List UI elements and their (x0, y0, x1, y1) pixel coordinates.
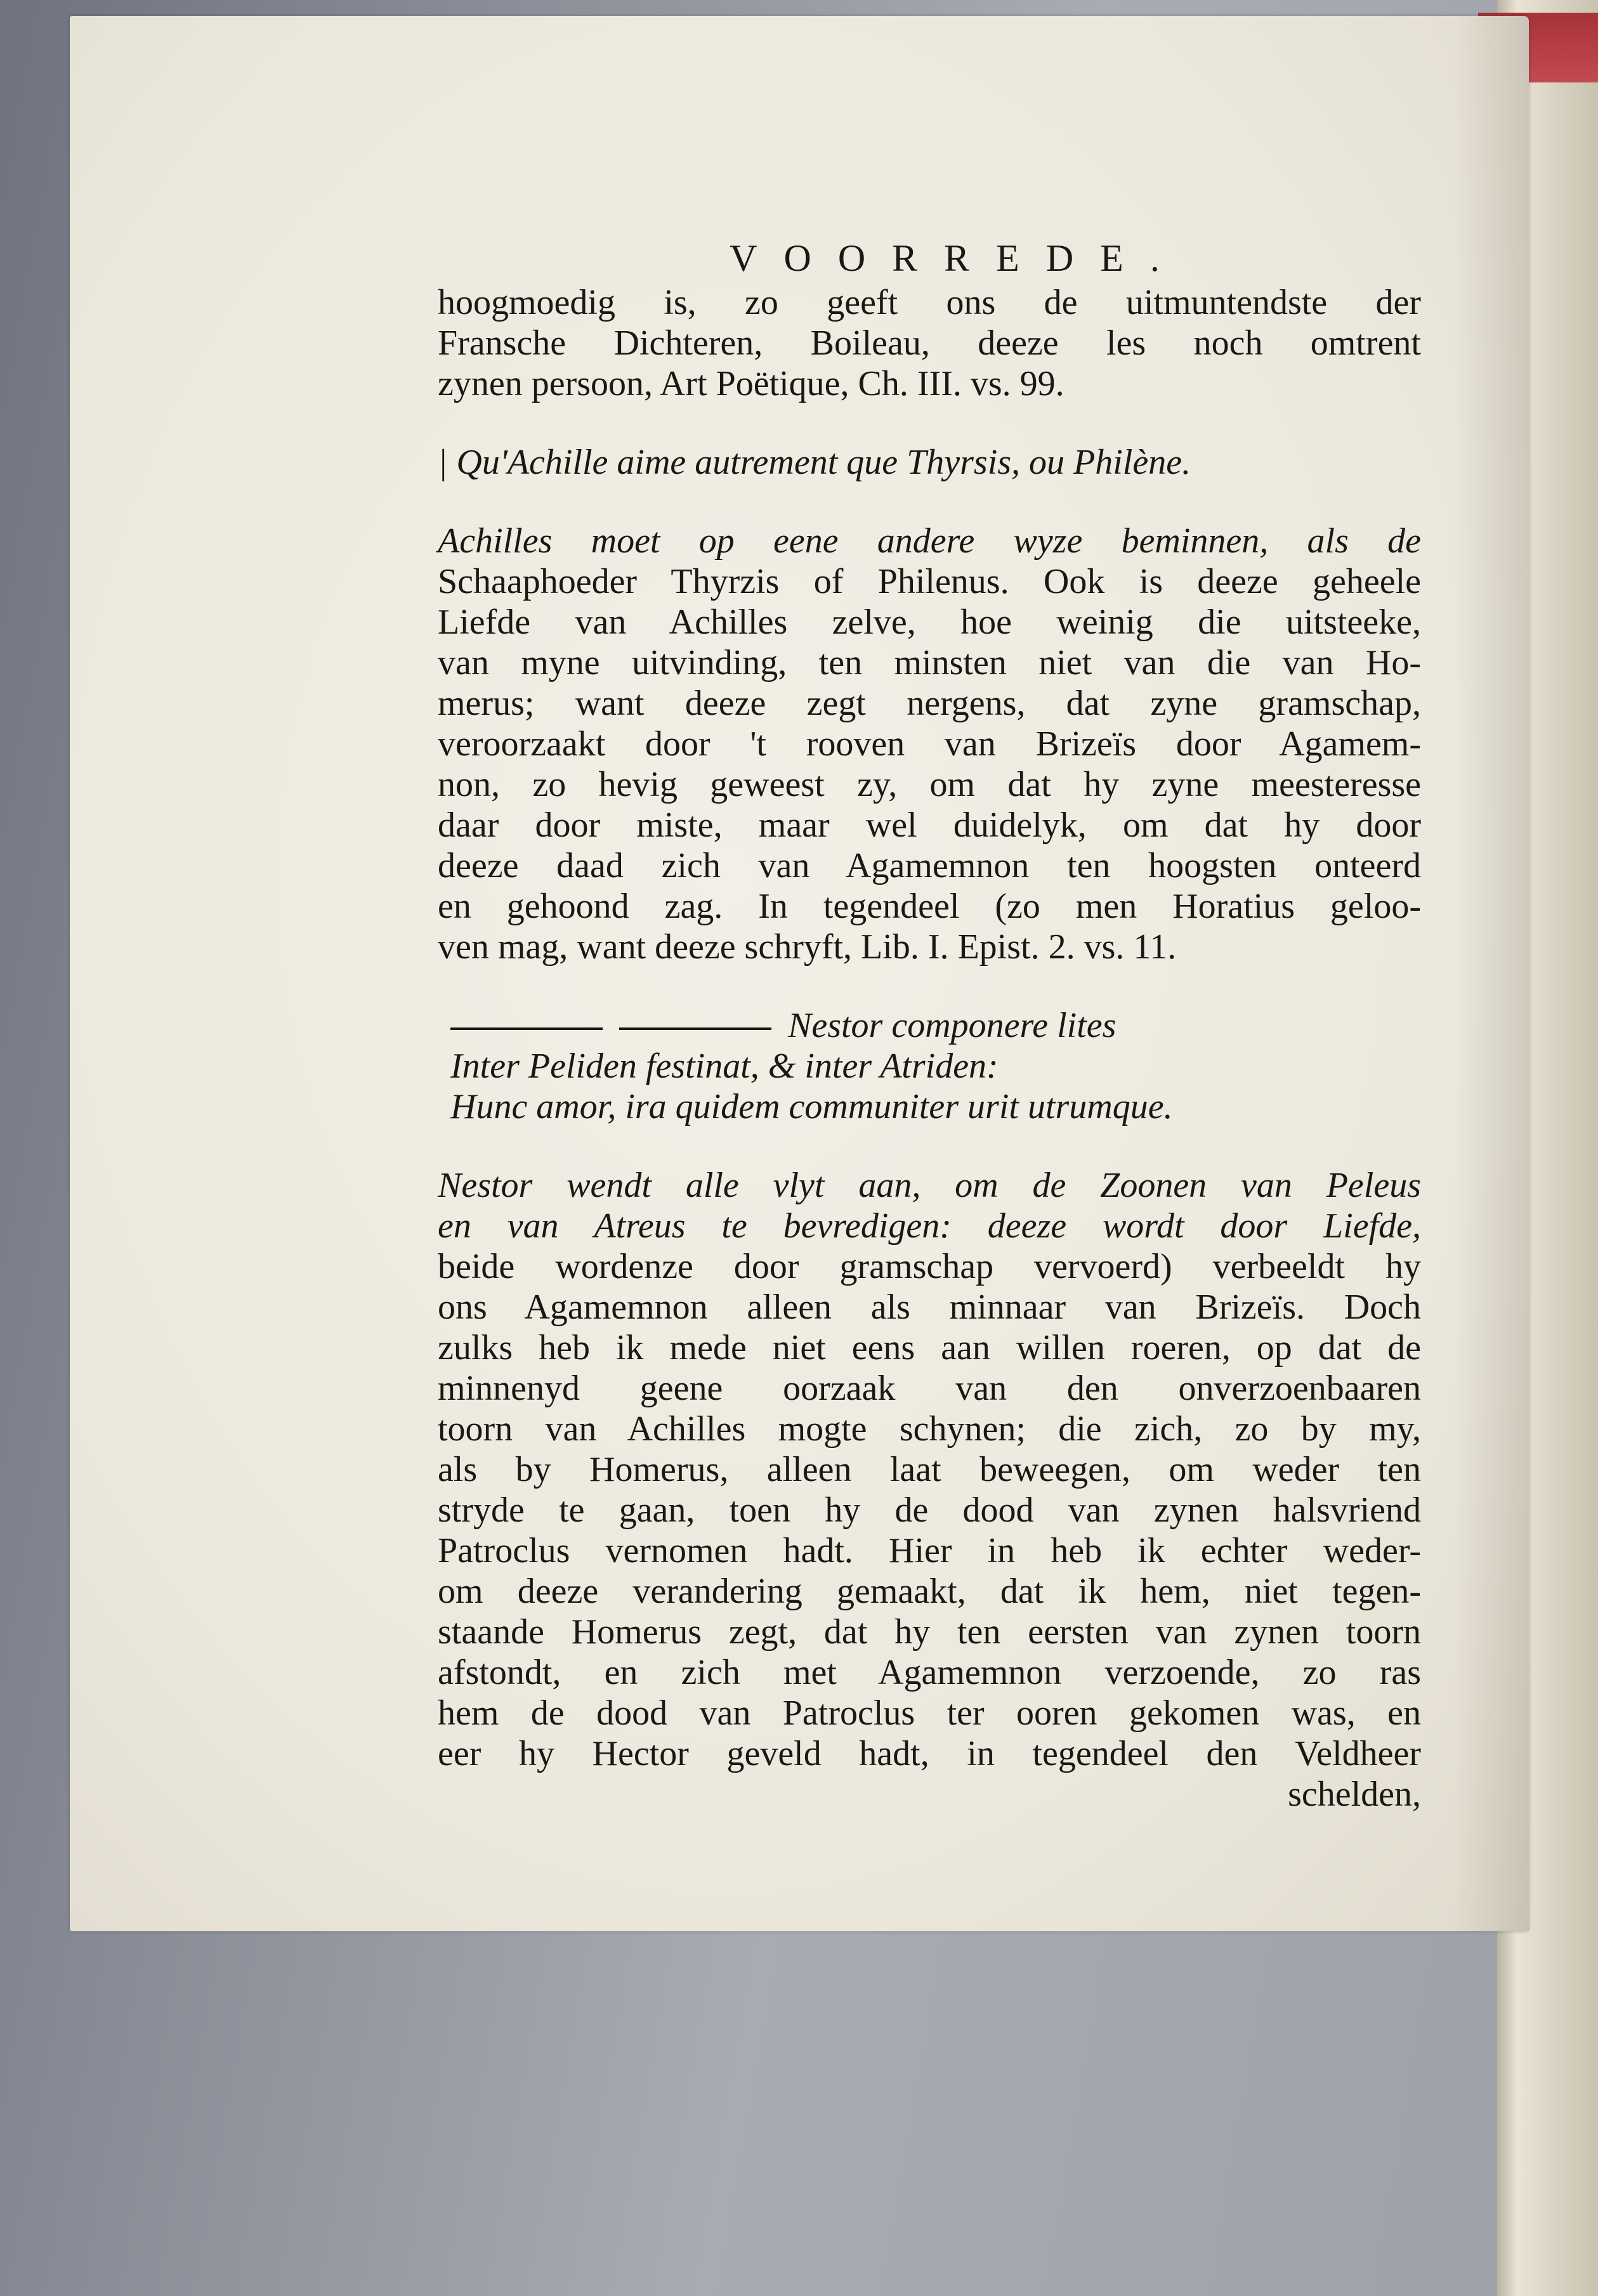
text-line: staande Homerus zegt, dat hy ten eersten van zynen toorn (438, 1612, 1421, 1652)
text-line: zynen persoon, Art Poëtique, Ch. III. vs. 99. (438, 364, 1064, 403)
text-line: afstondt, en zich met Agamemnon verzoende, zo ras (438, 1653, 1421, 1692)
text-line: van myne uitvinding, ten minsten niet van die van Ho- (438, 643, 1421, 682)
text-line: daar door miste, maar wel duidelyk, om dat hy door (438, 806, 1421, 845)
text-line: Liefde van Achilles zelve, hoe weinig die uitsteeke, (438, 603, 1421, 642)
verse-line: Inter Peliden festinat, & inter Atriden: (450, 1047, 999, 1086)
text-line: Schaaphoeder Thyrzis of Philenus. Ook is deeze geheele (438, 562, 1421, 601)
text-line: en gehoond zag. In tegendeel (zo men Horatius geloo- (438, 887, 1421, 926)
verse-rule (619, 1027, 771, 1030)
book-page (70, 16, 1529, 1931)
text-line: ven mag, want deeze schryft, Lib. I. Epist. 2. vs. 11. (438, 927, 1177, 967)
text-line: eer hy Hector geveld hadt, in tegendeel den Veldheer (438, 1734, 1421, 1773)
text-line: minnenyd geene oorzaak van den onverzoenbaaren (438, 1369, 1421, 1408)
text-line: ons Agamemnon alleen als minnaar van Brizeïs. Doch (438, 1288, 1421, 1327)
latin-verse (438, 1005, 1421, 1127)
text-line: als by Homerus, alleen laat beweegen, om weder ten (438, 1450, 1421, 1489)
verse-line (450, 1005, 1421, 1046)
text-line: Achilles moet op eene andere wyze beminnen, als de (438, 521, 1421, 561)
text-line: non, zo hevig geweest zy, om dat hy zyne meesteresse (438, 765, 1421, 804)
paragraph-3 (438, 1165, 1421, 1774)
paragraph-2 (438, 521, 1421, 967)
text-line: deeze daad zich van Agamemnon ten hoogsten onteerd (438, 846, 1421, 885)
verse-text: Nestor componere lites (788, 1006, 1117, 1045)
text-line: veroorzaakt door 't rooven van Brizeïs door Agamem- (438, 724, 1421, 764)
catchword: schelden, (1288, 1775, 1421, 1814)
text-line: om deeze verandering gemaakt, dat ik hem, niet tegen- (438, 1572, 1421, 1611)
text-block (438, 238, 1421, 1815)
text-line: merus; want deeze zegt nergens, dat zyne gramschap, (438, 684, 1421, 723)
text-line: toorn van Achilles mogte schynen; die zich, zo by my, (438, 1409, 1421, 1449)
text-line: hem de dood van Patroclus ter ooren gekomen was, en (438, 1693, 1421, 1733)
text-line: stryde te gaan, toen hy de dood van zynen halsvriend (438, 1490, 1421, 1530)
gutter-shadow (1453, 16, 1529, 1931)
paragraph-1 (438, 282, 1421, 404)
text-line: en van Atreus te bevredigen: deeze wordt door Liefde, (438, 1206, 1421, 1246)
verse-line: Hunc amor, ira quidem communiter urit utrumque. (450, 1087, 1173, 1126)
text-line: hoogmoedig is, zo geeft ons de uitmuntendste der (438, 283, 1421, 322)
text-line: zulks heb ik mede niet eens aan willen roeren, op dat de (438, 1328, 1421, 1367)
running-head: VOORREDE. (730, 237, 1186, 279)
text-line: Nestor wendt alle vlyt aan, om de Zoonen van Peleus (438, 1166, 1421, 1205)
text-line: Patroclus vernomen hadt. Hier in heb ik echter weder- (438, 1531, 1421, 1570)
text-line: beide wordenze door gramschap vervoerd) verbeeldt hy (438, 1247, 1421, 1286)
verse-rule (450, 1027, 603, 1030)
text-line: Fransche Dichteren, Boileau, deeze les noch omtrent (438, 323, 1421, 363)
quotation-boileau: | Qu'Achille aime autrement que Thyrsis, ou Philène. (438, 443, 1191, 482)
